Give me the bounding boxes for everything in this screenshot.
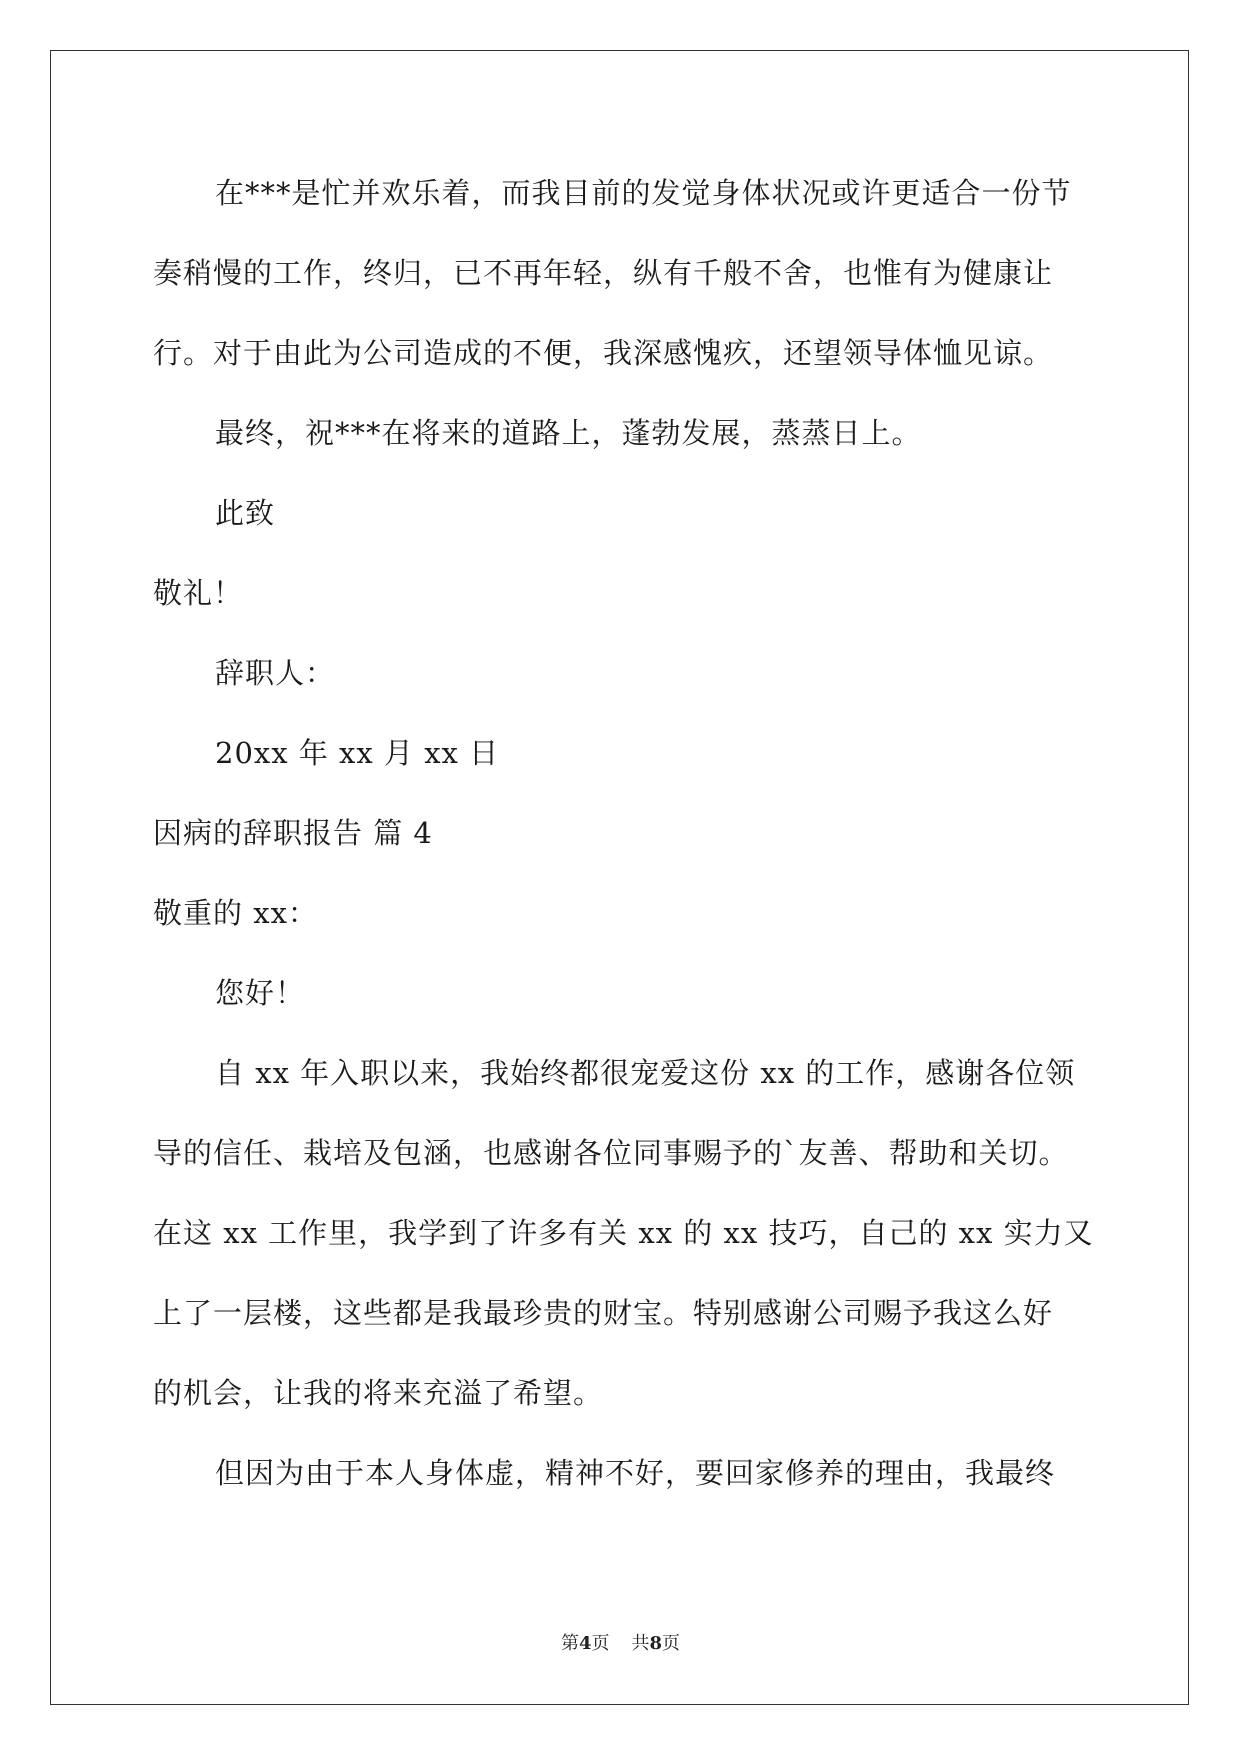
section-heading: 因病的辞职报告 篇 4 [153,816,433,850]
greeting-line: 您好！ [215,976,306,1010]
page-prefix: 第 [560,1633,579,1654]
closing-regards: 敬礼！ [153,576,244,610]
paragraph-line: 导的信任、栽培及包涵，也感谢各位同事赐予的`友善、帮助和关切。 [153,1136,1069,1170]
paragraph-line: 最终，祝***在将来的道路上，蓬勃发展，蒸蒸日上。 [215,416,922,450]
paragraph-line: 的机会，让我的将来充溢了希望。 [153,1376,604,1410]
paragraph-line: 上了一层楼，这些都是我最珍贵的财宝。特别感谢公司赐予我这么好 [153,1296,1054,1330]
total-prefix: 共 [631,1633,650,1654]
paragraph-line: 在这 xx 工作里，我学到了许多有关 xx 的 xx 技巧，自己的 xx 实力又 [153,1216,1094,1250]
paragraph-line: 但因为由于本人身体虚，精神不好，要回家修养的理由，我最终 [215,1456,1056,1490]
paragraph-line: 行。对于由此为公司造成的不便，我深感愧疚，还望领导体恤见谅。 [153,336,1054,370]
recipient-line: 敬重的 xx： [153,896,318,930]
total-suffix: 页 [662,1633,681,1654]
date-line: 20xx 年 xx 月 xx 日 [215,736,500,770]
paragraph-line: 在***是忙并欢乐着，而我目前的发觉身体状况或许更适合一份节 [215,176,1072,210]
page-footer [0,1632,1241,1656]
page-suffix: 页 [591,1633,610,1654]
signature-label: 辞职人： [215,656,336,690]
total-pages: 8 [649,1633,663,1654]
paragraph-line: 自 xx 年入职以来，我始终都很宠爱这份 xx 的工作，感谢各位领 [215,1056,1076,1090]
page-number: 4 [578,1633,592,1654]
paragraph-line: 奏稍慢的工作，终归，已不再年轻，纵有千般不舍，也惟有为健康让 [153,256,1054,290]
closing-salutation: 此致 [215,496,276,530]
